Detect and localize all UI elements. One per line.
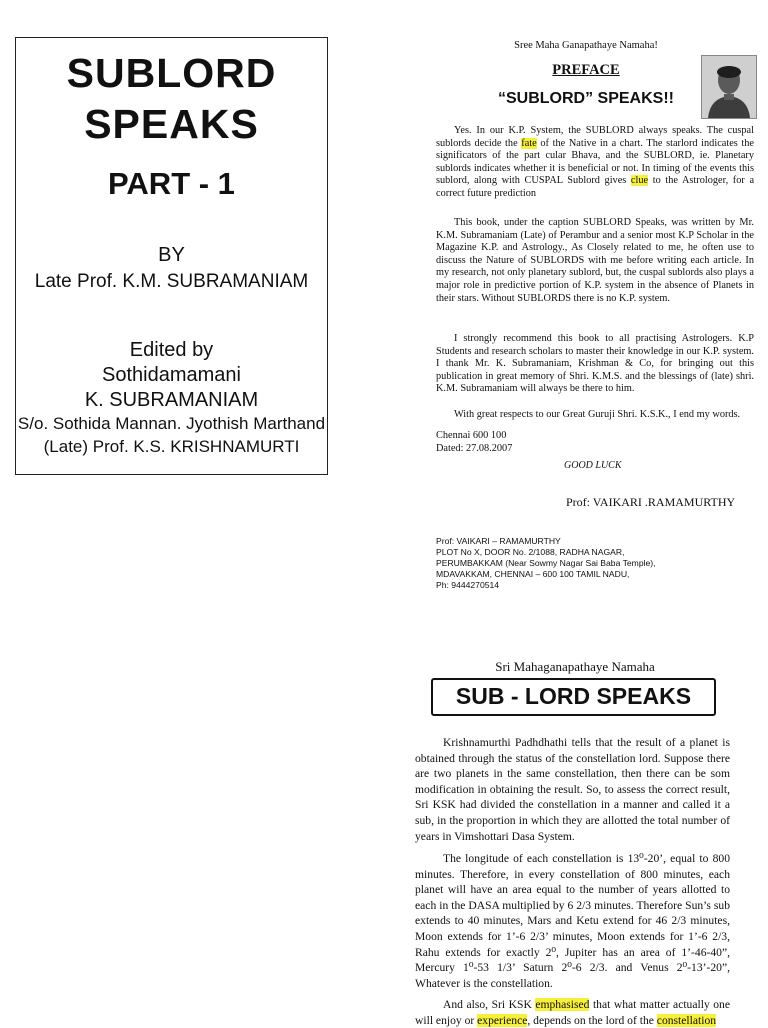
- preface-place: Chennai 600 100: [436, 430, 507, 441]
- highlight-emphasised: emphasised: [535, 998, 590, 1011]
- cover-editor-lineage-2: (Late) Prof. K.S. KRISHNAMURTI: [43, 437, 300, 456]
- author-portrait: [701, 55, 757, 119]
- preface-invocation: Sree Maha Ganapathaye Namaha!: [514, 40, 658, 51]
- sublord-invocation: Sri Mahaganapathaye Namaha: [495, 659, 655, 674]
- address-line-2: PLOT No X, DOOR No. 2/1088, RADHA NAGAR,: [436, 547, 625, 557]
- cover-box: [15, 37, 328, 475]
- preface-paragraph-3: I strongly recommend this book to all practising Astrologers. K.P Students and research scholars to master their knowledge in our K.P. system. I thank Mr. K. Subramaniam, Krishman & Co, for bringing out this publication in great memory of Shri. K.M.S. and the blessings of (late) shri. K.M. Subramaniam will always be there to him.: [436, 333, 754, 395]
- cover-by-label: BY: [158, 244, 185, 266]
- address-line-3: PERUMBAKKAM (Near Sowmy Nagar Sai Baba Temple),: [436, 558, 656, 568]
- cover-edited-by: Edited by: [129, 339, 214, 361]
- cover-title-line-1: SUBLORD: [66, 50, 277, 96]
- preface-closing: GOOD LUCK: [564, 460, 622, 471]
- preface-signature: Prof: VAIKARI .RAMAMURTHY: [566, 495, 736, 509]
- highlight-constellation: constellation: [656, 1013, 717, 1027]
- sublord-paragraph-1: Krishnamurthi Padhdhathi tells that the result of a planet is obtained through the status of the constellation lord. Suppose there are two planets in the same constellation, then there can be som modification in obtaining the result. So, to assess the correct result, Sri KSK had divided the constellation in a manner and called it a sub, in the proportion in which they are allotted the total number of years in Vimshottari Dasa System.: [415, 736, 730, 843]
- highlight-fate: fate: [521, 137, 537, 149]
- cover-editor-name: K. SUBRAMANIAM: [84, 389, 259, 411]
- address-line-4: MDAVAKKAM, CHENNAI – 600 100 TAMIL NADU,: [436, 569, 630, 579]
- preface-p1-text-c: to the Astrologer, for a correct future prediction: [436, 175, 755, 199]
- address-line-1: Prof: VAIKARI – RAMAMURTHY: [436, 536, 561, 546]
- sublord-p3-text-c: , depends on the lord of the: [527, 1013, 657, 1027]
- sublord-paragraph-3: [415, 997, 730, 1028]
- portrait-photo-icon: [702, 56, 756, 118]
- preface-paragraph-1: [436, 125, 754, 201]
- preface-p1-text-a: Yes. In our K.P. System, the SUBLORD always speaks. The cuspal sublords decide the: [436, 125, 754, 149]
- sublord-heading: SUB - LORD SPEAKS: [455, 683, 692, 709]
- preface-date: Dated: 27.08.2007: [436, 443, 513, 454]
- preface-heading: PREFACE: [552, 62, 620, 78]
- preface-p1-text-b: of the Native in a chart. The starlord indicates the significators of the part cular Bhava, and the SUBLORD, ie. Planetary sublords indicates whether it is beneficial or not. In timing of the events this sublord, along with CUSPAL Sublord gives: [436, 137, 754, 187]
- cover-author: Late Prof. K.M. SUBRAMANIAM: [34, 271, 309, 292]
- sublord-heading-box: [431, 678, 716, 716]
- highlight-clue: clue: [630, 175, 649, 187]
- sublord-p3-text-b: that what matter actually one will enjoy or: [415, 998, 730, 1027]
- address-phone: Ph: 9444270514: [436, 580, 500, 590]
- cover-editor-title: Sothidamamani: [102, 364, 241, 386]
- preface-paragraph-4: With great respects to our Great Guruji Shri. K.S.K., I end my words.: [454, 409, 741, 420]
- preface-title: “SUBLORD” SPEAKS!!: [497, 90, 674, 107]
- cover-editor-lineage: S/o. Sothida Mannan. Jyothish Marthand: [17, 414, 326, 433]
- cover-title-line-2: SPEAKS: [84, 101, 259, 147]
- preface-paragraph-2: This book, under the caption SUBLORD Speaks, was written by Mr. K.M. Subramaniam (Late) of Perambur and a senior most K.P Scholar in the Magazine K.P. and Astrology., As Closely related to me, he often use to discuss the Nature of SUBLORDS with me before writing each article. In my research, not only planetary sublord, but, the cuspal sublords also plays a major role in predictive portion of K.P. system in the absence of Planets in their stars. Without SUBLORDS there is no K.P. system.: [436, 217, 754, 304]
- sublord-p3-text-a: And also, Sri KSK: [443, 998, 536, 1011]
- cover-part-label: PART - 1: [108, 166, 235, 201]
- sublord-paragraph-2: The longitude of each constellation is 13⁰-20’, equal to 800 minutes. Therefore, in every constellation of 800 minutes, each planet will have an area equal to the number of years allotted to each in the DASA multiplied by 6 2/3 minutes. Therefore Sun’s sub extends to 40 minutes, Mars and Ketu extend for 46 2/3 minutes, Moon extends for 1’-6 2/3’ minutes, Moon extends for 1’-6 2/3, Rahu extends for exactly 2⁰, Jupiter has an area of 1’-46-40”, Mercury 1⁰-53 1/3’ Saturn 2⁰-6 2/3. and Venus 2⁰-13’-20”, Whatever is the constellation.: [415, 852, 730, 990]
- highlight-experience: experience: [477, 1013, 528, 1027]
